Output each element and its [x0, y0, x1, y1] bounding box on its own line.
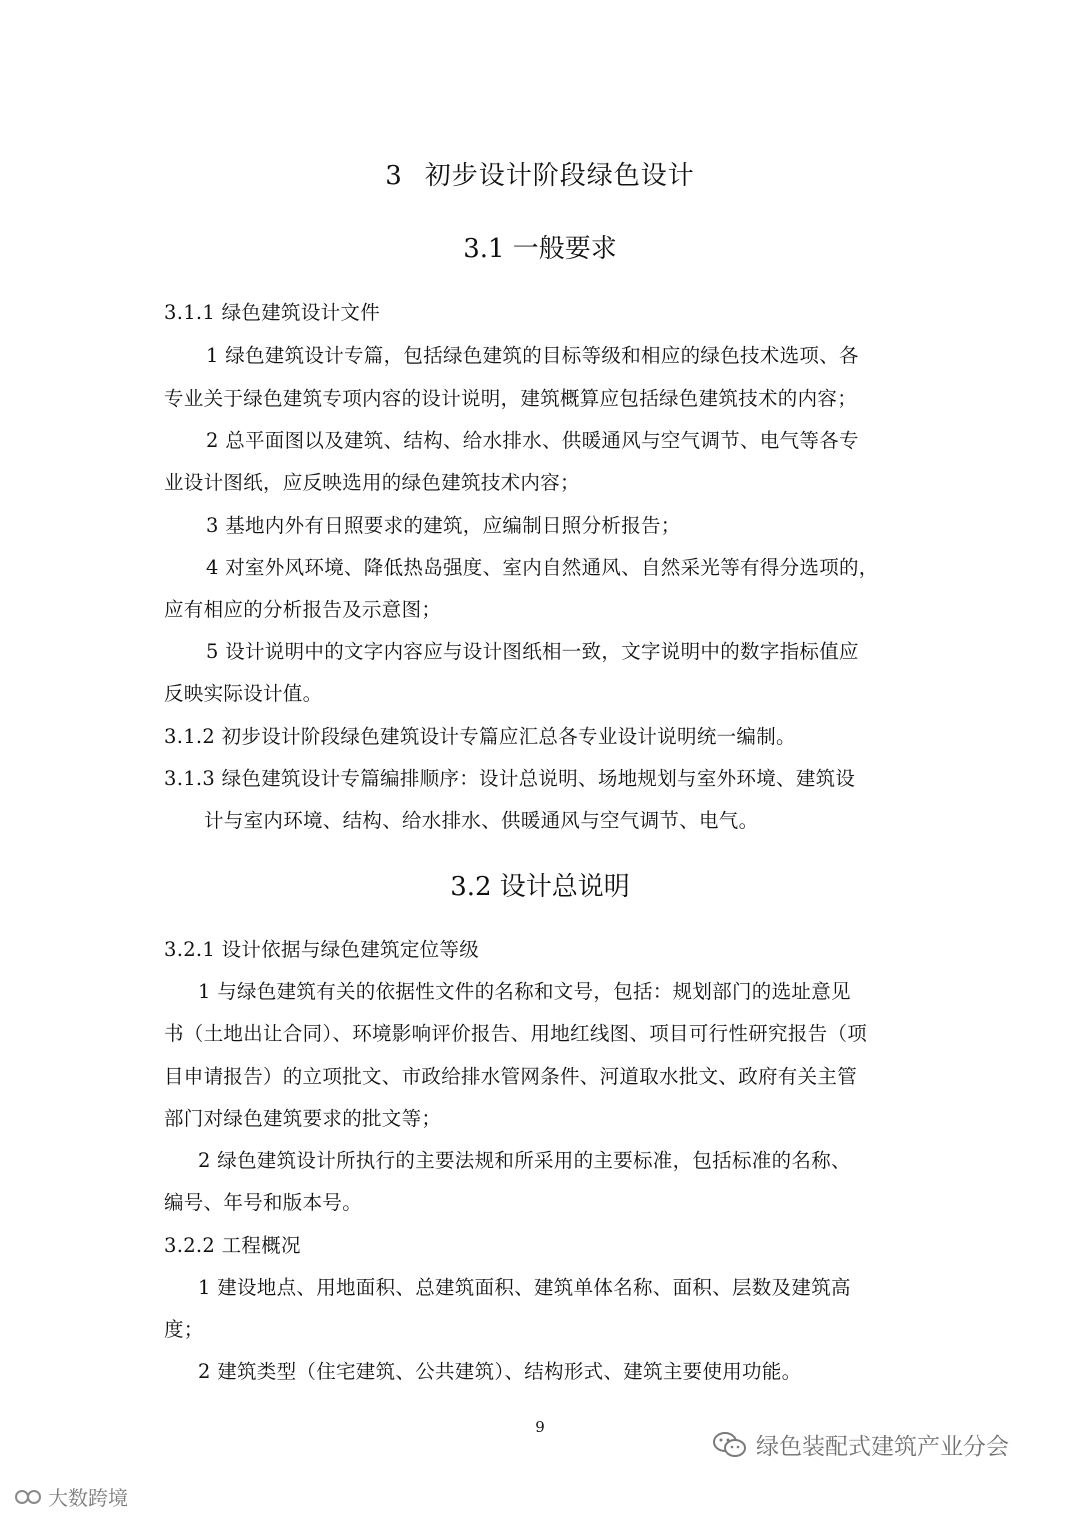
paragraph-line: 应有相应的分析报告及示意图； [164, 598, 442, 621]
paragraph-line: 1 建设地点、用地面积、总建筑面积、建筑单体名称、面积、层数及建筑高 [198, 1276, 851, 1299]
paragraph-line: 目申请报告）的立项批文、市政给排水管网条件、河道取水批文、政府有关主管 [164, 1065, 858, 1088]
paragraph-line: 专业关于绿色建筑专项内容的设计说明，建筑概算应包括绿色建筑技术的内容； [164, 387, 858, 410]
paragraph-line: 2 绿色建筑设计所执行的主要法规和所采用的主要标准，包括标准的名称、 [198, 1149, 851, 1172]
watermark-account-text: 绿色装配式建筑产业分会 [756, 1434, 1009, 1460]
clause-3-1-3: 3.1.3 绿色建筑设计专篇编排顺序：设计总说明、场地规划与室外环境、建筑设 [164, 767, 856, 790]
paragraph-line: 部门对绿色建筑要求的批文等； [164, 1107, 442, 1130]
watermark-brand [14, 1482, 128, 1511]
page-number: 9 [535, 1418, 545, 1436]
clause-3-2-2: 3.2.2 工程概况 [164, 1234, 301, 1257]
section-title-3-2: 3.2 设计总说明 [450, 872, 630, 902]
paragraph-line: 4 对室外风环境、降低热岛强度、室内自然通风、自然采光等有得分选项的， [206, 556, 879, 579]
paragraph-line: 计与室内环境、结构、给水排水、供暖通风与空气调节、电气。 [204, 809, 759, 832]
paragraph-line: 2 建筑类型（住宅建筑、公共建筑）、结构形式、建筑主要使用功能。 [198, 1360, 802, 1383]
paragraph-line: 反映实际设计值。 [164, 682, 323, 705]
watermark-brand-text: 大数跨境 [48, 1486, 128, 1510]
clause-3-2-1: 3.2.1 设计依据与绿色建筑定位等级 [164, 938, 480, 961]
paragraph-line: 3 基地内外有日照要求的建筑，应编制日照分析报告； [206, 514, 681, 537]
paragraph-line: 业设计图纸，应反映选用的绿色建筑技术内容； [164, 471, 580, 494]
chapter-number: 3 [385, 161, 403, 191]
wechat-icon [712, 1430, 748, 1460]
paragraph-line: 1 与绿色建筑有关的依据性文件的名称和文号，包括：规划部门的选址意见 [198, 980, 851, 1003]
paragraph-line: 编号、年号和版本号。 [164, 1191, 363, 1214]
section-title-3-1: 3.1 一般要求 [463, 234, 617, 264]
paragraph-line: 度； [164, 1318, 204, 1341]
paragraph-line: 书（土地出让合同）、环境影响评价报告、用地红线图、项目可行性研究报告（项 [164, 1022, 868, 1045]
paragraph-line: 5 设计说明中的文字内容应与设计图纸相一致，文字说明中的数字指标值应 [206, 640, 859, 663]
chapter-title-text: 初步设计阶段绿色设计 [424, 161, 695, 191]
paragraph-line: 1 绿色建筑设计专篇，包括绿色建筑的目标等级和相应的绿色技术选项、各 [206, 344, 859, 367]
chapter-title [0, 155, 1080, 192]
watermark-account [712, 1428, 1009, 1461]
paragraph-line: 2 总平面图以及建筑、结构、给水排水、供暖通风与空气调节、电气等各专 [206, 429, 859, 452]
brand-logo-icon [14, 1486, 42, 1508]
clause-3-1-2: 3.1.2 初步设计阶段绿色建筑设计专篇应汇总各专业设计说明统一编制。 [164, 725, 796, 748]
clause-3-1-1: 3.1.1 绿色建筑设计文件 [164, 301, 381, 324]
